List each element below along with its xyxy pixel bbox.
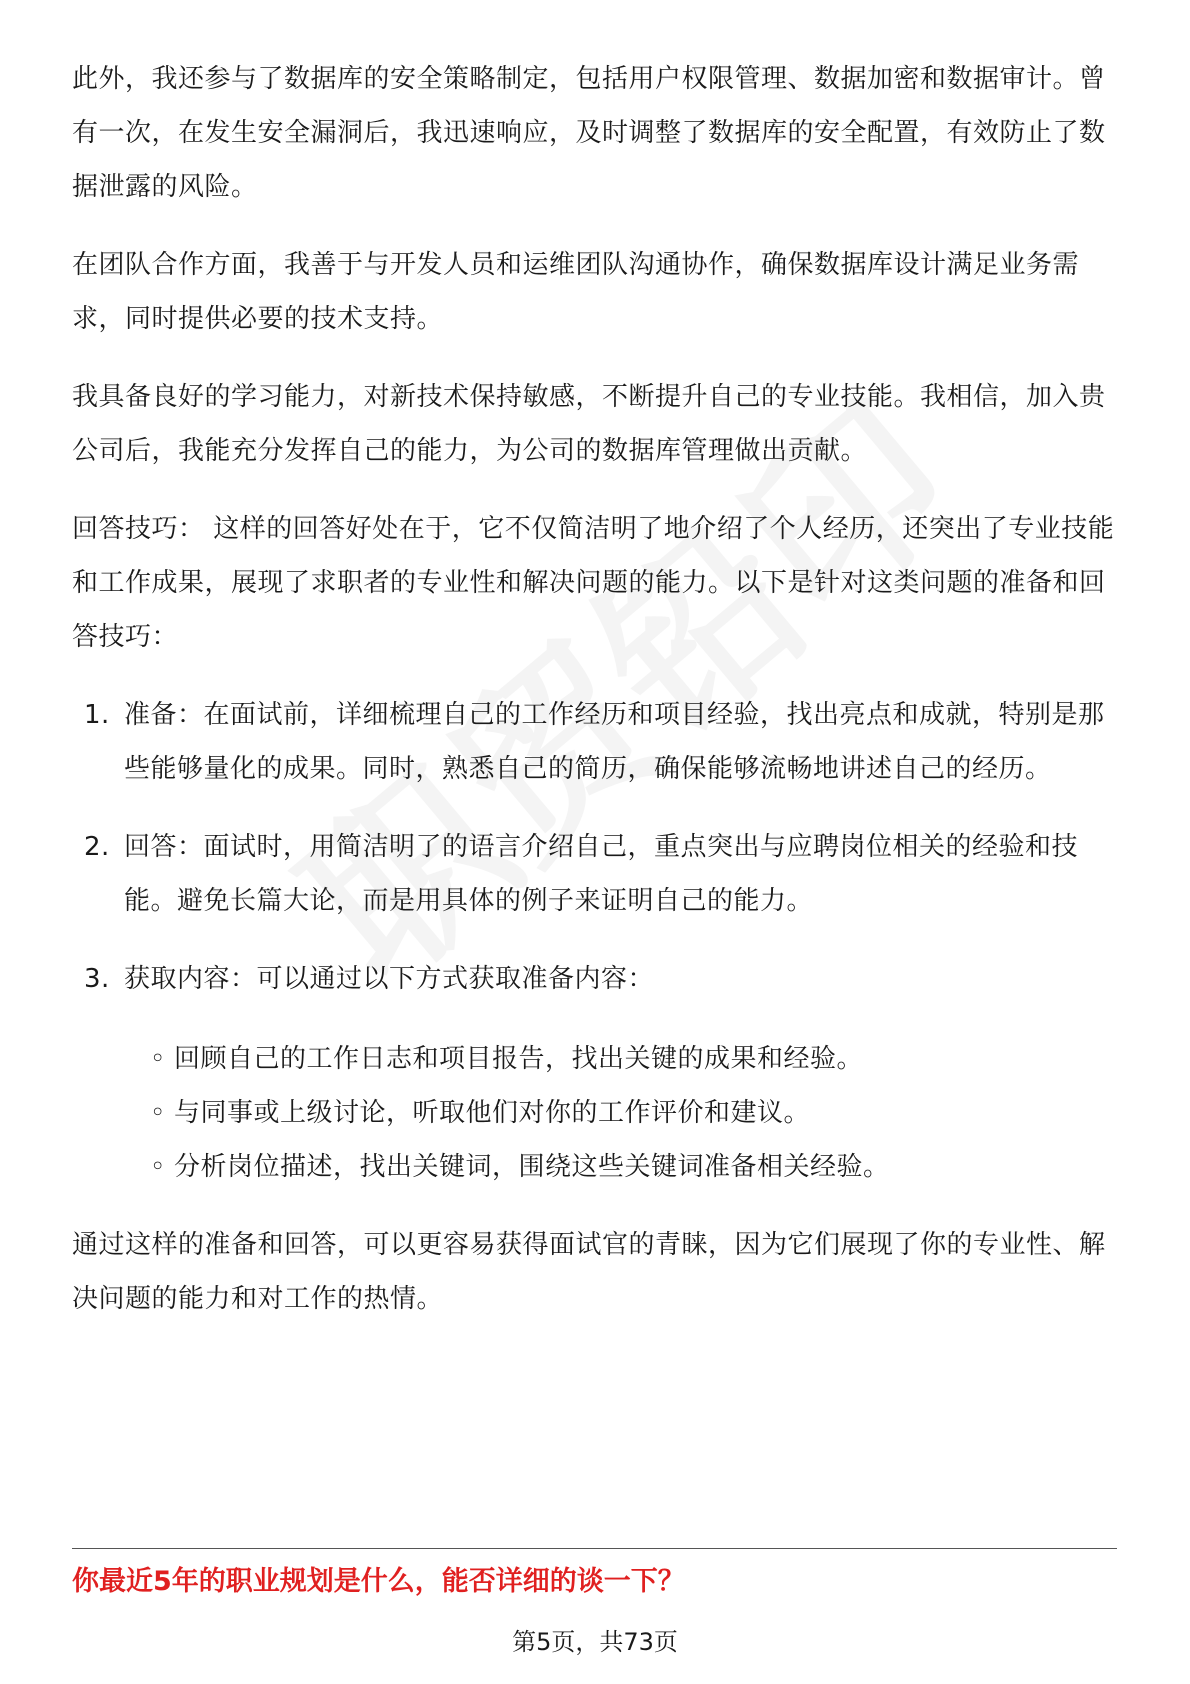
bullet-icon: ◦ <box>150 1098 166 1128</box>
tips-list <box>72 688 1117 1194</box>
paragraph-teamwork: 在团队合作方面，我善于与开发人员和运维团队沟通协作，确保数据库设计满足业务需求，同时提供必要的技术支持。 <box>72 250 1080 334</box>
tips-list-item <box>72 952 1117 1194</box>
list-item-text: 回答：面试时，用简洁明了的语言介绍自己，重点突出与应聘岗位相关的经验和技能。避免长篇大论，而是用具体的例子来证明自己的能力。 <box>124 832 1079 916</box>
sub-list-item <box>124 1032 1117 1086</box>
bullet-icon: ◦ <box>150 1044 166 1074</box>
list-number: 1. <box>84 700 110 730</box>
sub-item-text: 分析岗位描述，找出关键词，围绕这些关键词准备相关经验。 <box>174 1152 890 1182</box>
list-number: 2. <box>84 832 110 862</box>
list-number: 3. <box>84 964 110 994</box>
list-item-text: 获取内容：可以通过以下方式获取准备内容： <box>124 964 655 994</box>
divider <box>72 1548 1117 1549</box>
sub-item-text: 与同事或上级讨论，听取他们对你的工作评价和建议。 <box>174 1098 811 1128</box>
paragraph-conclusion: 通过这样的准备和回答，可以更容易获得面试官的青睐，因为它们展现了你的专业性、解决问题的能力和对工作的热情。 <box>72 1230 1106 1314</box>
list-item-text: 准备：在面试前，详细梳理自己的工作经历和项目经验，找出亮点和成就，特别是那些能够量化的成果。同时，熟悉自己的简历，确保能够流畅地讲述自己的经历。 <box>124 700 1105 784</box>
tips-list-item <box>72 820 1117 928</box>
sub-list-item <box>124 1086 1117 1140</box>
next-question-heading: 你最近5年的职业规划是什么，能否详细的谈一下？ <box>72 1566 685 1597</box>
sub-item-text: 回顾自己的工作日志和项目报告，找出关键的成果和经验。 <box>174 1044 864 1074</box>
paragraph-security: 此外，我还参与了数据库的安全策略制定，包括用户权限管理、数据加密和数据审计。曾有一次，在发生安全漏洞后，我迅速响应，及时调整了数据库的安全配置，有效防止了数据泄露的风险。 <box>72 64 1106 202</box>
page-number: 第5页，共73页 <box>512 1628 678 1656</box>
bullet-icon: ◦ <box>150 1152 166 1182</box>
paragraph-answer-tips: 回答技巧： 这样的回答好处在于，它不仅简洁明了地介绍了个人经历，还突出了专业技能和工作成果，展现了求职者的专业性和解决问题的能力。以下是针对这类问题的准备和回答技巧： <box>72 514 1115 652</box>
tips-list-item <box>72 688 1117 796</box>
sub-list <box>124 1032 1117 1194</box>
paragraph-learning: 我具备良好的学习能力，对新技术保持敏感，不断提升自己的专业技能。我相信，加入贵公司后，我能充分发挥自己的能力，为公司的数据库管理做出贡献。 <box>72 382 1106 466</box>
sub-list-item <box>124 1140 1117 1194</box>
page-content <box>72 52 1117 1350</box>
